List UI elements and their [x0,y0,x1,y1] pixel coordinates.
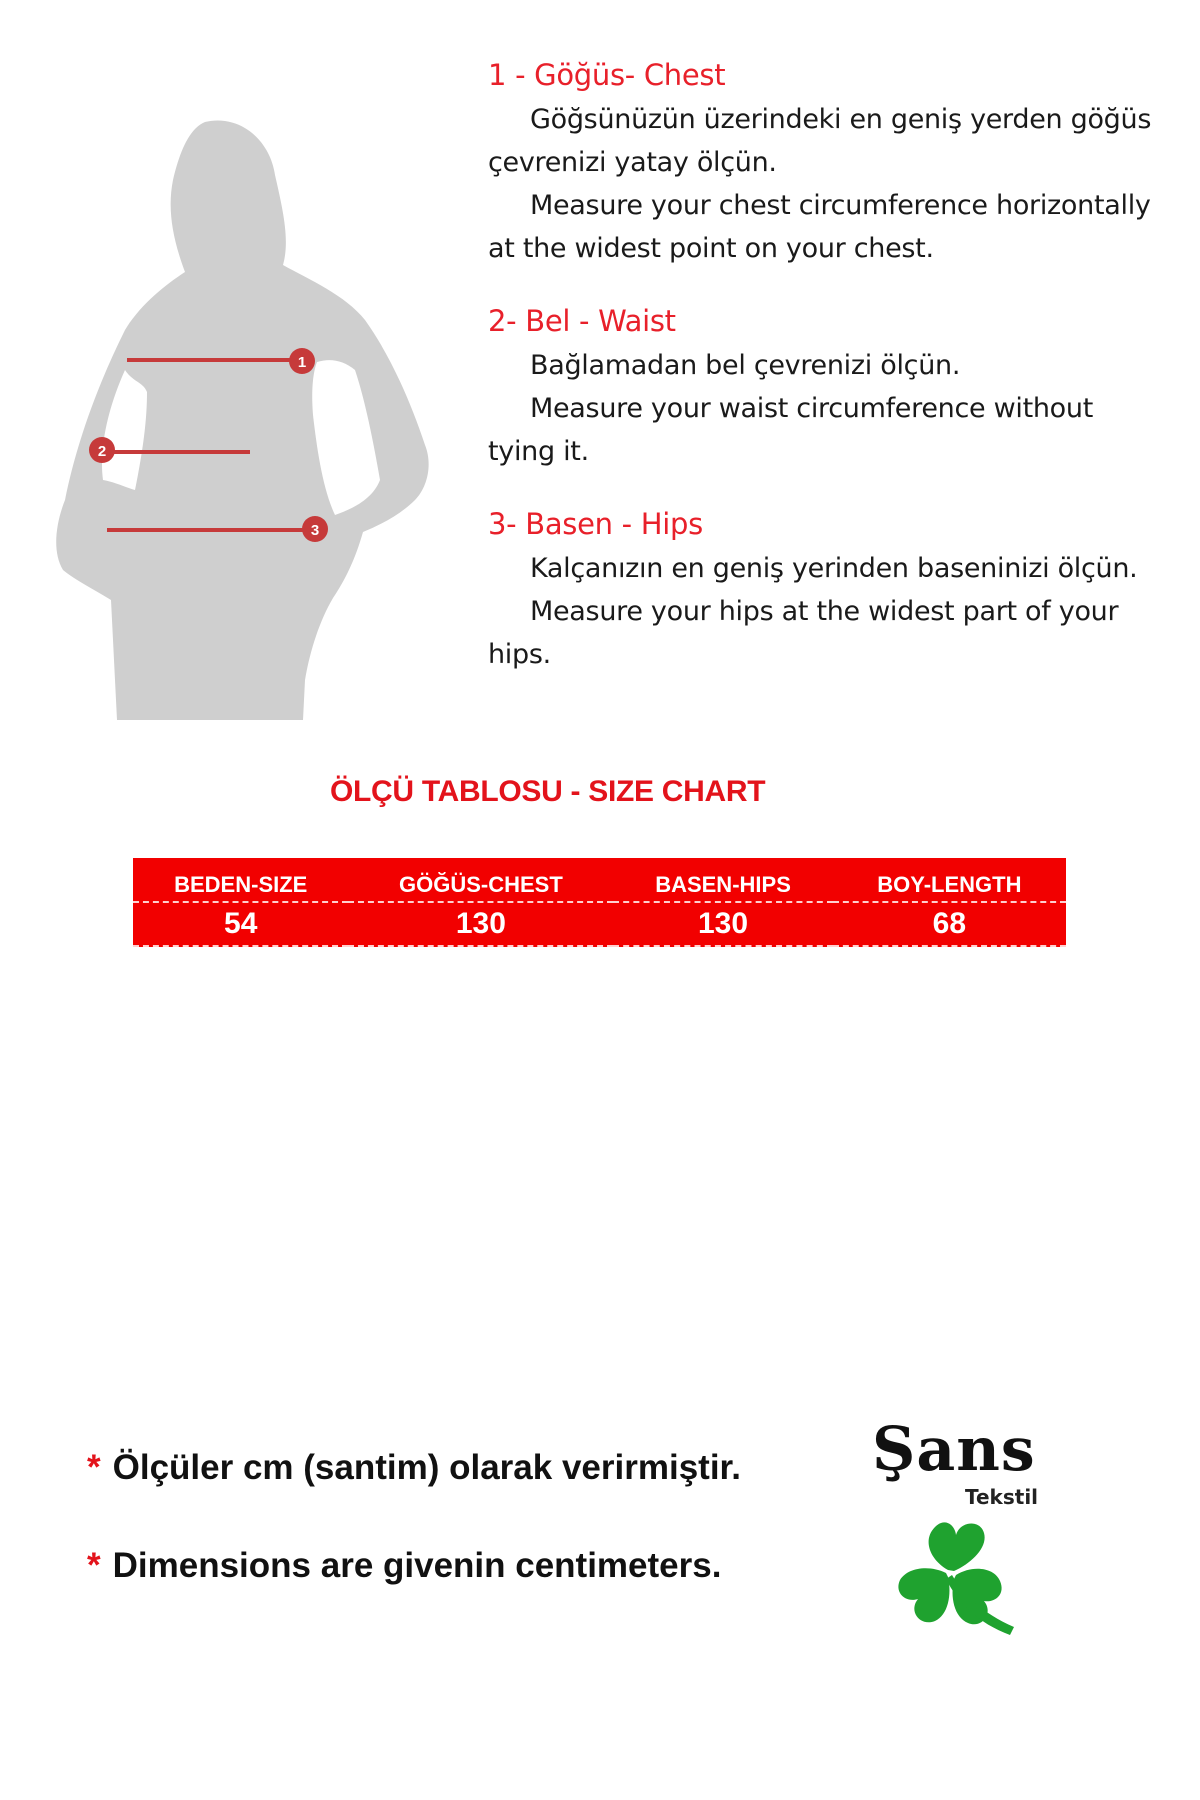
svg-text:2: 2 [97,443,107,460]
value-size: 54 [133,902,348,946]
hips-title: 3- Basen - Hips [488,507,703,541]
marker-2 [89,437,115,463]
svg-text:1: 1 [297,354,307,371]
asterisk-icon: * [87,1448,101,1487]
value-length: 68 [833,902,1066,946]
marker-3 [302,516,328,542]
header-hips: BASEN-HIPS [613,858,832,902]
waist-section [488,304,1168,473]
chest-text-en: Measure your chest circumference horizontally at the widest point on your chest. [488,190,1151,264]
value-hips: 130 [613,902,832,946]
hips-section [488,507,1168,676]
hips-text-tr: Kalçanızın en geniş yerinden baseninizi ölçün. [530,553,1138,584]
waist-title: 2- Bel - Waist [488,304,676,338]
note-en [87,1546,741,1644]
clover-icon [890,1515,1030,1640]
waist-text-en: Measure your waist circumference without tying it. [488,393,1093,467]
svg-text:3: 3 [310,522,320,539]
brand-name: Şans [872,1415,1036,1485]
chest-text-tr: Göğsünüzün üzerindeki en geniş yerden göğüs çevrenizi yatay ölçün. [488,104,1152,178]
marker-1 [289,348,315,374]
waist-text-tr: Bağlamadan bel çevrenizi ölçün. [530,350,961,381]
header-length: BOY-LENGTH [833,858,1066,902]
chest-title: 1 - Göğüs- Chest [488,58,726,92]
table-header-row [133,858,1066,902]
header-chest: GÖĞÜS-CHEST [348,858,613,902]
table-row [133,902,1066,946]
value-chest: 130 [348,902,613,946]
brand-subtitle: Tekstil [965,1485,1039,1509]
measurement-instructions [488,58,1168,710]
size-table [133,858,1066,947]
notes [87,1448,741,1644]
body-measurement-figure [55,120,455,720]
size-chart-title: ÖLÇÜ TABLOSU - SIZE CHART [330,775,766,808]
note-tr-text: Ölçüler cm (santim) olarak verirmiştir. [112,1448,741,1487]
note-en-text: Dimensions are givenin centimeters. [112,1546,722,1585]
note-tr [87,1448,741,1546]
chest-section [488,58,1168,270]
hips-text-en: Measure your hips at the widest part of your hips. [488,596,1119,670]
asterisk-icon: * [87,1546,101,1585]
brand-logo [868,1415,1088,1645]
header-size: BEDEN-SIZE [133,858,348,902]
